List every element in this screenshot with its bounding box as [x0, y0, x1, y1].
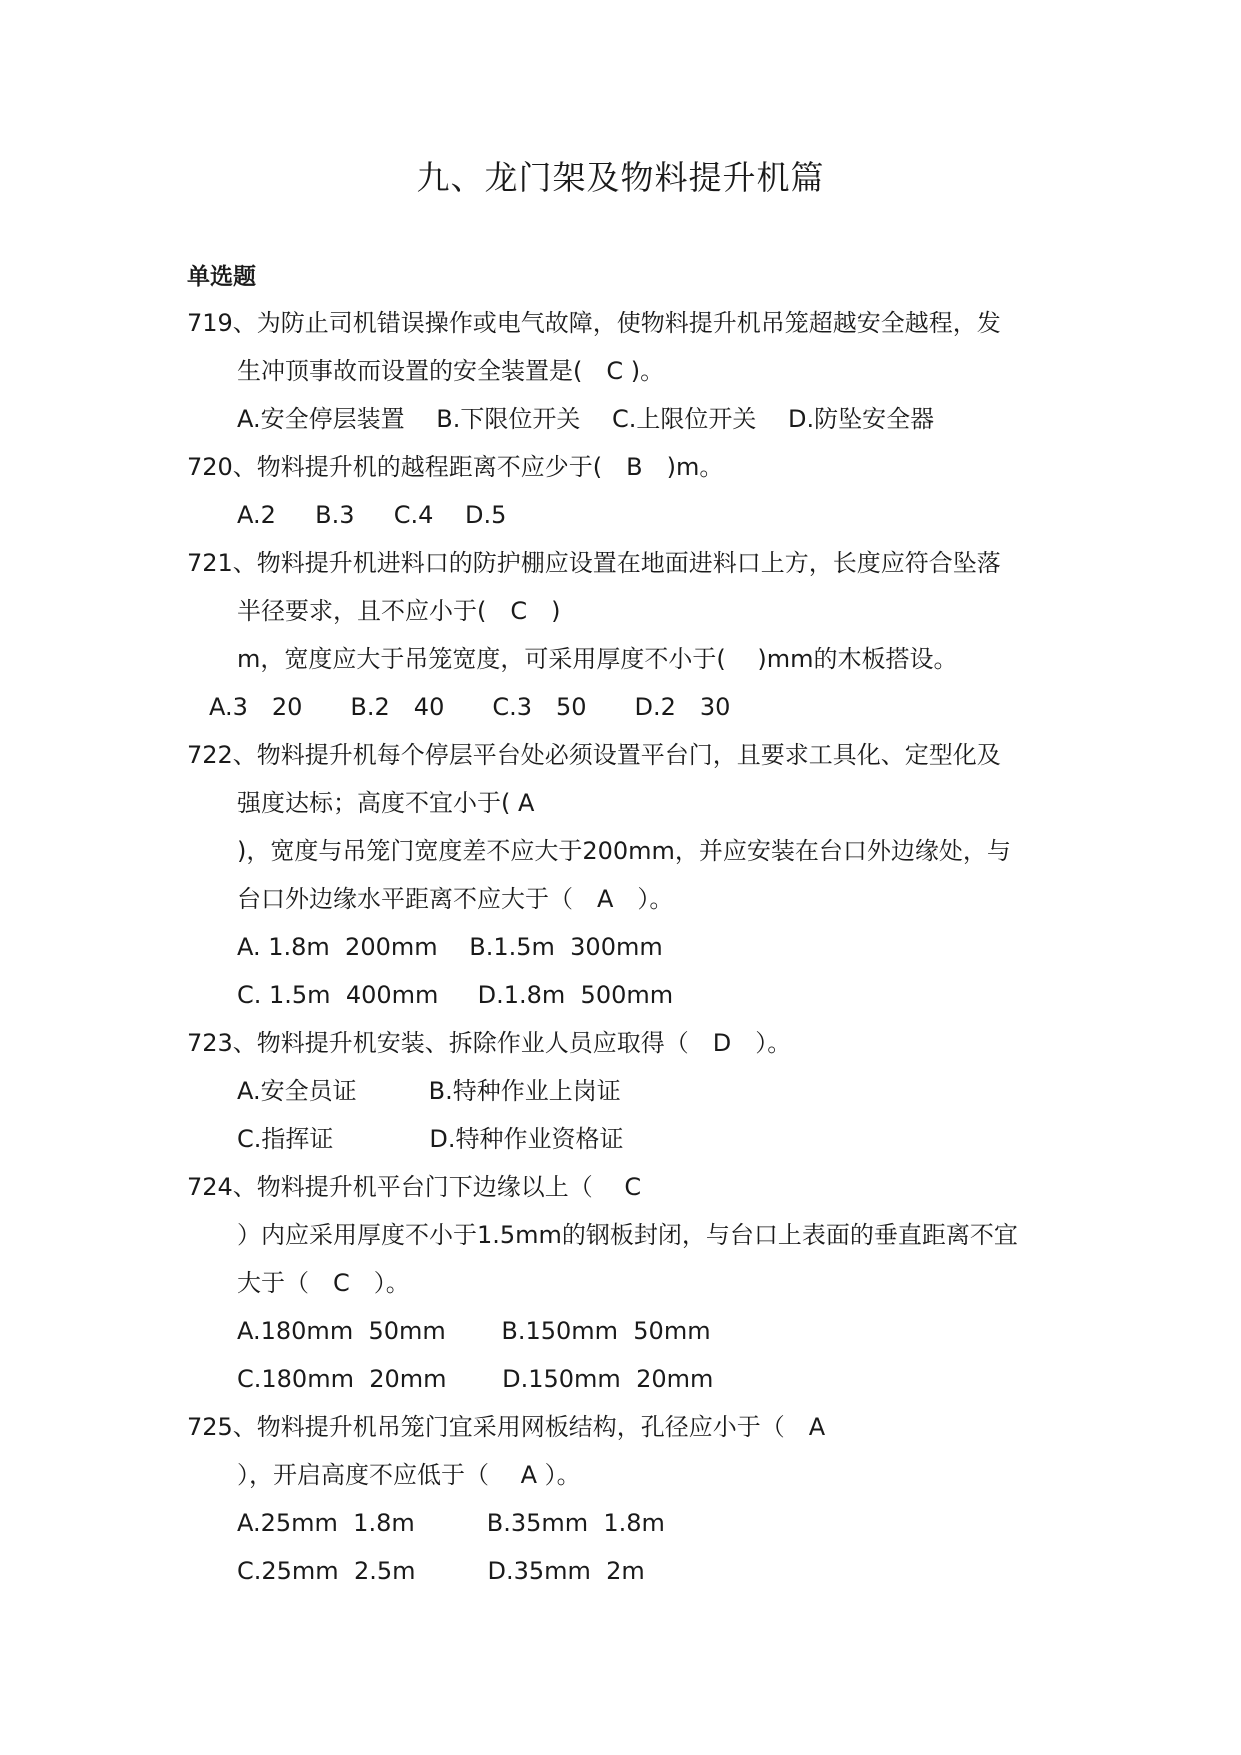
text-line: C. 1.5m 400mm D.1.8m 500mm — [237, 981, 674, 1009]
text-line: A.180mm 50mm B.150mm 50mm — [237, 1317, 711, 1345]
text-line: C.25mm 2.5m D.35mm 2m — [237, 1557, 645, 1585]
text-line: C.180mm 20mm D.150mm 20mm — [237, 1365, 714, 1393]
text-line: A.25mm 1.8m B.35mm 1.8m — [237, 1509, 665, 1537]
text-line: 724、物料提升机平台门下边缘以上（ C — [187, 1173, 642, 1201]
text-line: 719、为防止司机错误操作或电气故障，使物料提升机吊笼超越安全越程，发 — [187, 309, 1001, 337]
text-line: 725、物料提升机吊笼门宜采用网板结构，孔径应小于（ A — [187, 1413, 826, 1441]
text-line: A.3 20 B.2 40 C.3 50 D.2 30 — [209, 693, 731, 721]
text-line: 721、物料提升机进料口的防护棚应设置在地面进料口上方，长度应符合坠落 — [187, 549, 1001, 577]
section-heading: 单选题 — [187, 264, 256, 290]
text-line: A. 1.8m 200mm B.1.5m 300mm — [237, 933, 663, 961]
text-line: 723、物料提升机安装、拆除作业人员应取得（ D ）。 — [187, 1029, 792, 1057]
page-title: 九、龙门架及物料提升机篇 — [416, 158, 825, 197]
text-line: 台口外边缘水平距离不应大于（ A ）。 — [237, 885, 674, 913]
text-line: ）内应采用厚度不小于1.5mm的钢板封闭，与台口上表面的垂直距离不宜 — [237, 1221, 1018, 1249]
text-line: m，宽度应大于吊笼宽度，可采用厚度不小于( )mm的木板搭设。 — [237, 645, 958, 673]
text-line: 大于（ C ）。 — [237, 1269, 410, 1297]
text-line: 半径要求，且不应小于( C ) — [237, 597, 561, 625]
text-line: C.指挥证 D.特种作业资格证 — [237, 1125, 624, 1153]
text-line: 生冲顶事故而设置的安全装置是( C )。 — [237, 357, 665, 385]
text-line: )，宽度与吊笼门宽度差不应大于200mm，并应安装在台口外边缘处，与 — [237, 837, 1011, 865]
text-line: A.安全停层装置 B.下限位开关 C.上限位开关 D.防坠安全器 — [237, 405, 935, 433]
text-line: 722、物料提升机每个停层平台处必须设置平台门，且要求工具化、定型化及 — [187, 741, 1001, 769]
text-line: 720、物料提升机的越程距离不应少于( B )m。 — [187, 453, 724, 481]
text-line: 强度达标；高度不宜小于( A — [237, 789, 535, 817]
text-line: ），开启高度不应低于（ A ）。 — [237, 1461, 581, 1489]
text-line: A.2 B.3 C.4 D.5 — [237, 501, 507, 529]
text-line: A.安全员证 B.特种作业上岗证 — [237, 1077, 621, 1105]
